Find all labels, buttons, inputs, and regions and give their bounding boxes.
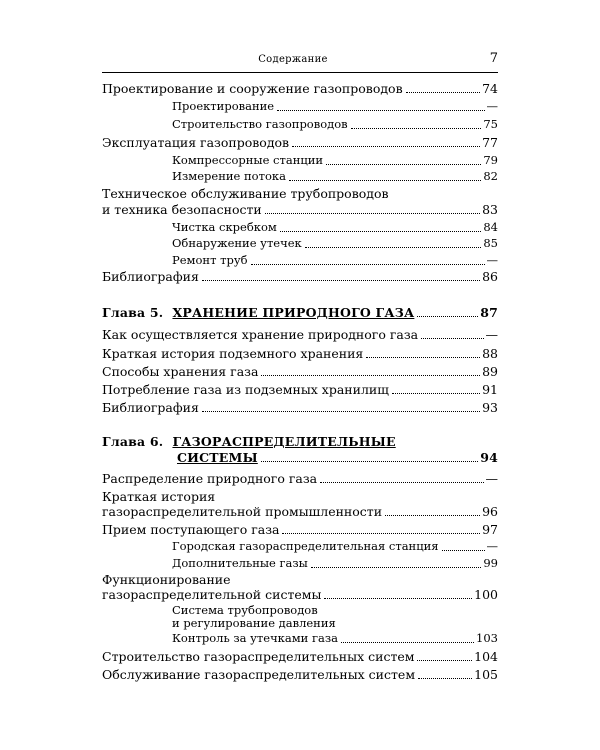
toc-entry-page: 105 bbox=[474, 667, 498, 682]
toc-entry-page: 96 bbox=[482, 504, 498, 519]
toc-entry-page: 104 bbox=[474, 649, 498, 664]
chapter-label: Глава 5. bbox=[102, 305, 164, 320]
toc-entry-system-maintenance bbox=[102, 666, 498, 682]
leader-dots bbox=[366, 356, 480, 358]
toc-entry-text: Компрессорные станции bbox=[172, 153, 324, 167]
leader-dots bbox=[417, 659, 472, 661]
toc-entry-text: и техника безопасности bbox=[102, 202, 262, 217]
toc-entry-text: Дополнительные газы bbox=[172, 556, 308, 570]
toc-entry-page: — bbox=[486, 253, 498, 267]
toc-entry-gas-distribution bbox=[102, 470, 498, 486]
leader-dots bbox=[265, 212, 480, 214]
toc-entry-pipe-system-line1: Система трубопроводов bbox=[172, 603, 318, 617]
toc-entry-text: Обслуживание газораспределительных систем bbox=[102, 667, 416, 682]
toc-entry-text: Строительство газораспределительных систем bbox=[102, 649, 415, 664]
toc-entry-page: 84 bbox=[483, 220, 498, 234]
toc-entry-industry-history-line1: Краткая история bbox=[102, 489, 216, 504]
chapter-title: ХРАНЕНИЕ ПРИРОДНОГО ГАЗА bbox=[172, 305, 415, 320]
toc-entry-pipeline-design-construction bbox=[102, 80, 498, 96]
toc-entry-page: 77 bbox=[482, 135, 498, 150]
leader-dots bbox=[277, 109, 484, 111]
toc-entry-page: 88 bbox=[482, 346, 498, 361]
toc-entry-pipe-repair bbox=[172, 252, 498, 268]
leader-dots bbox=[202, 279, 480, 281]
toc-entry-gas-consumption-storage bbox=[102, 381, 498, 397]
toc-entry-text: Контроль за утечками газа bbox=[172, 631, 338, 645]
toc-entry-text: Краткая история подземного хранения bbox=[102, 346, 364, 361]
toc-entry-system-operation bbox=[102, 586, 498, 602]
toc-chapter-5 bbox=[102, 304, 498, 320]
toc-entry-text: Прием поступающего газа bbox=[102, 522, 280, 537]
toc-entry-pigging bbox=[172, 219, 498, 235]
toc-entry-bibliography bbox=[102, 268, 498, 284]
toc-entry-page: — bbox=[485, 471, 498, 486]
leader-dots bbox=[417, 315, 478, 317]
toc-entry-pressure-regulation: и регулирование давления bbox=[172, 616, 336, 630]
toc-entry-page: 74 bbox=[482, 81, 498, 96]
toc-entry-page: 89 bbox=[482, 364, 498, 379]
toc-entry-text: Способы хранения газа bbox=[102, 364, 259, 379]
toc-entry-leak-detection bbox=[172, 235, 498, 251]
toc-entry-page: 83 bbox=[482, 202, 498, 217]
toc-entry-page: 100 bbox=[474, 587, 498, 602]
leader-dots bbox=[289, 179, 481, 181]
toc-entry-text: Измерение потока bbox=[172, 169, 286, 183]
toc-entry-maintenance-line1: Техническое обслуживание трубопроводов bbox=[102, 186, 389, 201]
toc-entry-text: газораспределительной промышленности bbox=[102, 504, 383, 519]
leader-dots bbox=[202, 410, 480, 412]
toc-entry-text: Ремонт труб bbox=[172, 253, 248, 267]
toc-entry-supplemental-gases bbox=[172, 555, 498, 571]
toc-entry-text: Библиография bbox=[102, 269, 199, 284]
toc-entry-text: Эксплуатация газопроводов bbox=[102, 135, 290, 150]
leader-dots bbox=[324, 597, 472, 599]
toc-chapter-6 bbox=[177, 449, 498, 465]
toc-entry-text: Проектирование bbox=[172, 99, 275, 113]
toc-entry-text: Библиография bbox=[102, 400, 199, 415]
toc-entry-flow-measurement bbox=[172, 168, 498, 184]
toc-entry-text: Распределение природного газа bbox=[102, 471, 318, 486]
toc-entry-text: Чистка скребком bbox=[172, 220, 277, 234]
toc-entry-storage-methods bbox=[102, 363, 498, 379]
leader-dots bbox=[320, 481, 483, 483]
toc-entry-page: — bbox=[486, 539, 498, 553]
toc-entry-page: 87 bbox=[480, 305, 498, 320]
leader-dots bbox=[406, 91, 480, 93]
toc-entry-page: — bbox=[486, 99, 498, 113]
toc-entry-pipeline-operation bbox=[102, 134, 498, 150]
toc-entry-page: — bbox=[485, 327, 498, 342]
toc-entry-text: Городская газораспределительная станция bbox=[172, 539, 439, 553]
leader-dots bbox=[282, 532, 480, 534]
toc-entry-text: газораспределительной системы bbox=[102, 587, 322, 602]
leader-dots bbox=[261, 374, 480, 376]
toc-entry-text: Проектирование и сооружение газопроводов bbox=[102, 81, 403, 96]
toc-entry-industry-history bbox=[102, 503, 498, 519]
leader-dots bbox=[442, 549, 485, 551]
toc-entry-bibliography-5 bbox=[102, 399, 498, 415]
leader-dots bbox=[341, 641, 474, 643]
leader-dots bbox=[351, 127, 482, 129]
toc-entry-page: 97 bbox=[482, 522, 498, 537]
toc-entry-design bbox=[172, 98, 498, 114]
chapter-title-part1: ГАЗОРАСПРЕДЕЛИТЕЛЬНЫЕ bbox=[172, 434, 396, 449]
toc-entry-compressor-stations bbox=[172, 152, 498, 168]
toc-entry-page: 94 bbox=[480, 450, 498, 465]
leader-dots bbox=[326, 163, 481, 165]
chapter-title-part2: СИСТЕМЫ bbox=[177, 450, 258, 465]
toc-entry-how-gas-stored bbox=[102, 326, 498, 342]
toc-entry-page: 79 bbox=[483, 153, 498, 167]
leader-dots bbox=[392, 392, 480, 394]
toc-entry-text: Как осуществляется хранение природного газа bbox=[102, 327, 419, 342]
toc-entry-city-gate-station bbox=[172, 538, 498, 554]
toc-entry-maintenance-safety bbox=[102, 201, 498, 217]
toc-entry-page: 103 bbox=[476, 631, 498, 645]
toc-entry-underground-storage-history bbox=[102, 345, 498, 361]
running-header-title: Содержание bbox=[258, 54, 328, 65]
toc-entry-pipeline-construction bbox=[172, 116, 498, 132]
toc-entry-text: Обнаружение утечек bbox=[172, 236, 302, 250]
leader-dots bbox=[418, 677, 472, 679]
toc-entry-page: 75 bbox=[483, 117, 498, 131]
leader-dots bbox=[280, 230, 482, 232]
leader-dots bbox=[251, 263, 485, 265]
leader-dots bbox=[311, 566, 482, 568]
toc-entry-page: 91 bbox=[482, 382, 498, 397]
toc-entry-page: 85 bbox=[483, 236, 498, 250]
chapter-label: Глава 6. bbox=[102, 434, 164, 449]
leader-dots bbox=[305, 246, 482, 248]
leader-dots bbox=[421, 337, 483, 339]
leader-dots bbox=[261, 460, 478, 462]
toc-entry-page: 86 bbox=[482, 269, 498, 284]
toc-entry-text: Потребление газа из подземных хранилищ bbox=[102, 382, 389, 397]
toc-entry-system-construction bbox=[102, 648, 498, 664]
toc-entry-gas-reception bbox=[102, 521, 498, 537]
toc-entry-text: Строительство газопроводов bbox=[172, 117, 348, 131]
toc-entry-page: 82 bbox=[483, 169, 498, 183]
toc-entry-system-operation-line1: Функционирование bbox=[102, 572, 231, 587]
toc-entry-page: 99 bbox=[483, 556, 498, 570]
toc-chapter-6-line1 bbox=[102, 434, 396, 449]
leader-dots bbox=[292, 145, 480, 147]
leader-dots bbox=[385, 514, 480, 516]
page-number: 7 bbox=[489, 51, 498, 66]
toc-entry-leak-control bbox=[172, 630, 498, 646]
toc-entry-page: 93 bbox=[482, 400, 498, 415]
